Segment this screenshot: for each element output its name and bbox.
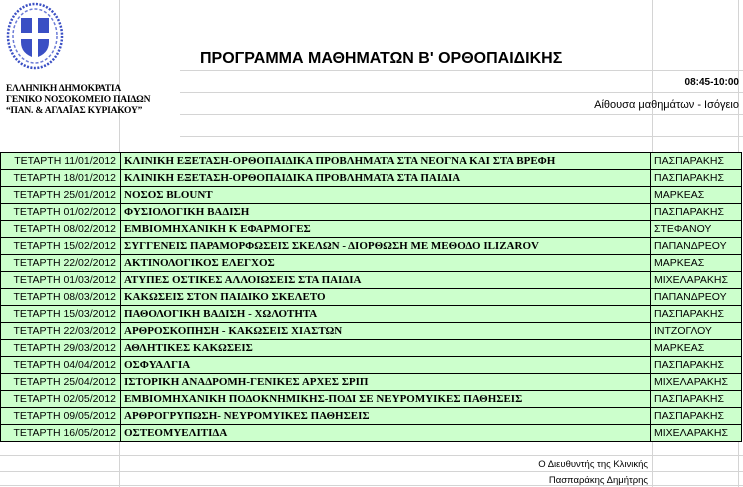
lecture-room: Αίθουσα μαθημάτων - Ισόγειο bbox=[594, 99, 739, 111]
table-row bbox=[1, 408, 742, 425]
signature-title: Ο Διευθυντής της Κλινικής bbox=[538, 459, 648, 470]
date-cell[interactable]: ΤΕΤΑΡΤΗ 01/03/2012 bbox=[1, 272, 121, 289]
table-row bbox=[1, 340, 742, 357]
page-title: ΠΡΟΓΡΑΜΜΑ ΜΑΘΗΜΑΤΩΝ Β' ΟΡΘΟΠΑΙΔΙΚΗΣ bbox=[200, 50, 563, 67]
gridline-row bbox=[180, 136, 743, 137]
table-row bbox=[1, 425, 742, 442]
org-line: “ΠΑΝ. & ΑΓΛΑΪΑΣ ΚΥΡΙΑΚΟΥ” bbox=[6, 106, 143, 116]
teacher-cell[interactable]: ΜΙΧΕΛΑΡΑΚΗΣ bbox=[651, 374, 742, 391]
date-cell[interactable]: ΤΕΤΑΡΤΗ 18/01/2012 bbox=[1, 170, 121, 187]
topic-cell[interactable]: ΑΤΥΠΕΣ ΟΣΤΙΚΕΣ ΑΛΛΟΙΩΣΕΙΣ ΣΤΑ ΠΑΙΔΙΑ bbox=[121, 272, 651, 289]
date-cell[interactable]: ΤΕΤΑΡΤΗ 16/05/2012 bbox=[1, 425, 121, 442]
teacher-cell[interactable]: ΠΑΠΑΝΔΡΕΟΥ bbox=[651, 238, 742, 255]
topic-cell[interactable]: ΣΥΓΓΕΝΕΙΣ ΠΑΡΑΜΟΡΦΩΣΕΙΣ ΣΚΕΛΩΝ - ΔΙΟΡΘΩΣΗ ΜΕ ΜΕΘΟΔΟ ILIZAROV bbox=[121, 238, 651, 255]
date-cell[interactable]: ΤΕΤΑΡΤΗ 25/04/2012 bbox=[1, 374, 121, 391]
table-row bbox=[1, 323, 742, 340]
table-row bbox=[1, 221, 742, 238]
teacher-cell[interactable]: ΠΑΣΠΑΡΑΚΗΣ bbox=[651, 391, 742, 408]
signature-name: Πασπαράκης Δημήτρης bbox=[548, 475, 648, 486]
teacher-cell[interactable]: ΜΑΡΚΕΑΣ bbox=[651, 187, 742, 204]
teacher-cell[interactable]: ΜΙΧΕΛΑΡΑΚΗΣ bbox=[651, 425, 742, 442]
gridline-row bbox=[0, 471, 743, 472]
date-cell[interactable]: ΤΕΤΑΡΤΗ 15/03/2012 bbox=[1, 306, 121, 323]
teacher-cell[interactable]: ΜΑΡΚΕΑΣ bbox=[651, 255, 742, 272]
table-row bbox=[1, 255, 742, 272]
topic-cell[interactable]: ΚΛΙΝΙΚΗ ΕΞΕΤΑΣΗ-ΟΡΘΟΠΑΙΔΙΚΑ ΠΡΟΒΛΗΜΑΤΑ ΣΤΑ ΝΕΟΓΝΑ ΚΑΙ ΣΤΑ ΒΡΕΦΗ bbox=[121, 153, 651, 170]
table-row bbox=[1, 272, 742, 289]
table-row bbox=[1, 306, 742, 323]
date-cell[interactable]: ΤΕΤΑΡΤΗ 08/03/2012 bbox=[1, 289, 121, 306]
topic-cell[interactable]: ΦΥΣΙΟΛΟΓΙΚΗ ΒΑΔΙΣΗ bbox=[121, 204, 651, 221]
date-cell[interactable]: ΤΕΤΑΡΤΗ 09/05/2012 bbox=[1, 408, 121, 425]
teacher-cell[interactable]: ΙΝΤΖΟΓΛΟΥ bbox=[651, 323, 742, 340]
gridline-row bbox=[180, 70, 743, 71]
teacher-cell[interactable]: ΜΙΧΕΛΑΡΑΚΗΣ bbox=[651, 272, 742, 289]
date-cell[interactable]: ΤΕΤΑΡΤΗ 01/02/2012 bbox=[1, 204, 121, 221]
teacher-cell[interactable]: ΠΑΣΠΑΡΑΚΗΣ bbox=[651, 170, 742, 187]
table-row bbox=[1, 170, 742, 187]
topic-cell[interactable]: ΙΣΤΟΡΙΚΗ ΑΝΑΔΡΟΜΗ-ΓΕΝΙΚΕΣ ΑΡΧΕΣ ΣΡΙΠ bbox=[121, 374, 651, 391]
table-row bbox=[1, 357, 742, 374]
table-row bbox=[1, 187, 742, 204]
topic-cell[interactable]: ΑΡΘΡΟΣΚΟΠΗΣΗ - ΚΑΚΩΣΕΙΣ ΧΙΑΣΤΩΝ bbox=[121, 323, 651, 340]
topic-cell[interactable]: ΝΟΣΟΣ BLOUNT bbox=[121, 187, 651, 204]
date-cell[interactable]: ΤΕΤΑΡΤΗ 25/01/2012 bbox=[1, 187, 121, 204]
topic-cell[interactable]: ΚΛΙΝΙΚΗ ΕΞΕΤΑΣΗ-ΟΡΘΟΠΑΙΔΙΚΑ ΠΡΟΒΛΗΜΑΤΑ ΣΤΑ ΠΑΙΔΙΑ bbox=[121, 170, 651, 187]
table-row bbox=[1, 374, 742, 391]
teacher-cell[interactable]: ΠΑΣΠΑΡΑΚΗΣ bbox=[651, 306, 742, 323]
gridline-row bbox=[180, 92, 743, 93]
teacher-cell[interactable]: ΜΑΡΚΕΑΣ bbox=[651, 340, 742, 357]
date-cell[interactable]: ΤΕΤΑΡΤΗ 22/03/2012 bbox=[1, 323, 121, 340]
topic-cell[interactable]: ΚΑΚΩΣΕΙΣ ΣΤΟΝ ΠΑΙΔΙΚΟ ΣΚΕΛΕΤΟ bbox=[121, 289, 651, 306]
greek-emblem-icon bbox=[6, 2, 64, 70]
date-cell[interactable]: ΤΕΤΑΡΤΗ 22/02/2012 bbox=[1, 255, 121, 272]
org-line: ΕΛΛΗΝΙΚΗ ΔΗΜΟΚΡΑΤΙΑ bbox=[6, 84, 122, 94]
table-row bbox=[1, 204, 742, 221]
table-row bbox=[1, 289, 742, 306]
teacher-cell[interactable]: ΠΑΣΠΑΡΑΚΗΣ bbox=[651, 408, 742, 425]
topic-cell[interactable]: ΑΚΤΙΝΟΛΟΓΙΚΟΣ ΕΛΕΓΧΟΣ bbox=[121, 255, 651, 272]
topic-cell[interactable]: ΑΡΘΡΟΓΡΥΠΩΣΗ- ΝΕΥΡΟΜΥΙΚΕΣ ΠΑΘΗΣΕΙΣ bbox=[121, 408, 651, 425]
date-cell[interactable]: ΤΕΤΑΡΤΗ 08/02/2012 bbox=[1, 221, 121, 238]
teacher-cell[interactable]: ΠΑΣΠΑΡΑΚΗΣ bbox=[651, 204, 742, 221]
table-row bbox=[1, 391, 742, 408]
topic-cell[interactable]: ΕΜΒΙΟΜΗΧΑΝΙΚΗ ΠΟΔΟΚΝΗΜΙΚΗΣ-ΠΟΔΙ ΣΕ ΝΕΥΡΟΜΥΙΚΕΣ ΠΑΘΗΣΕΙΣ bbox=[121, 391, 651, 408]
date-cell[interactable]: ΤΕΤΑΡΤΗ 15/02/2012 bbox=[1, 238, 121, 255]
gridline-row bbox=[180, 114, 743, 115]
table-row bbox=[1, 153, 742, 170]
topic-cell[interactable]: ΟΣΤΕΟΜΥΕΛΙΤΙΔΑ bbox=[121, 425, 651, 442]
schedule-table bbox=[0, 152, 742, 442]
teacher-cell[interactable]: ΠΑΣΠΑΡΑΚΗΣ bbox=[651, 357, 742, 374]
table-row bbox=[1, 238, 742, 255]
date-cell[interactable]: ΤΕΤΑΡΤΗ 04/04/2012 bbox=[1, 357, 121, 374]
teacher-cell[interactable]: ΣΤΕΦΑΝΟΥ bbox=[651, 221, 742, 238]
teacher-cell[interactable]: ΠΑΣΠΑΡΑΚΗΣ bbox=[651, 153, 742, 170]
lecture-time: 08:45-10:00 bbox=[684, 77, 739, 88]
topic-cell[interactable]: ΑΘΛΗΤΙΚΕΣ ΚΑΚΩΣΕΙΣ bbox=[121, 340, 651, 357]
gridline-row bbox=[0, 455, 743, 456]
organization-name bbox=[6, 84, 150, 117]
date-cell[interactable]: ΤΕΤΑΡΤΗ 29/03/2012 bbox=[1, 340, 121, 357]
org-line: ΓΕΝΙΚΟ ΝΟΣΟΚΟΜΕΙΟ ΠΑΙΔΩΝ bbox=[6, 95, 151, 105]
date-cell[interactable]: ΤΕΤΑΡΤΗ 02/05/2012 bbox=[1, 391, 121, 408]
topic-cell[interactable]: ΕΜΒΙΟΜΗΧΑΝΙΚΗ Κ ΕΦΑΡΜΟΓΕΣ bbox=[121, 221, 651, 238]
topic-cell[interactable]: ΠΑΘΟΛΟΓΙΚΗ ΒΑΔΙΣΗ - ΧΩΛΟΤΗΤΑ bbox=[121, 306, 651, 323]
topic-cell[interactable]: ΟΣΦΥΑΛΓΙΑ bbox=[121, 357, 651, 374]
date-cell[interactable]: ΤΕΤΑΡΤΗ 11/01/2012 bbox=[1, 153, 121, 170]
teacher-cell[interactable]: ΠΑΠΑΝΔΡΕΟΥ bbox=[651, 289, 742, 306]
